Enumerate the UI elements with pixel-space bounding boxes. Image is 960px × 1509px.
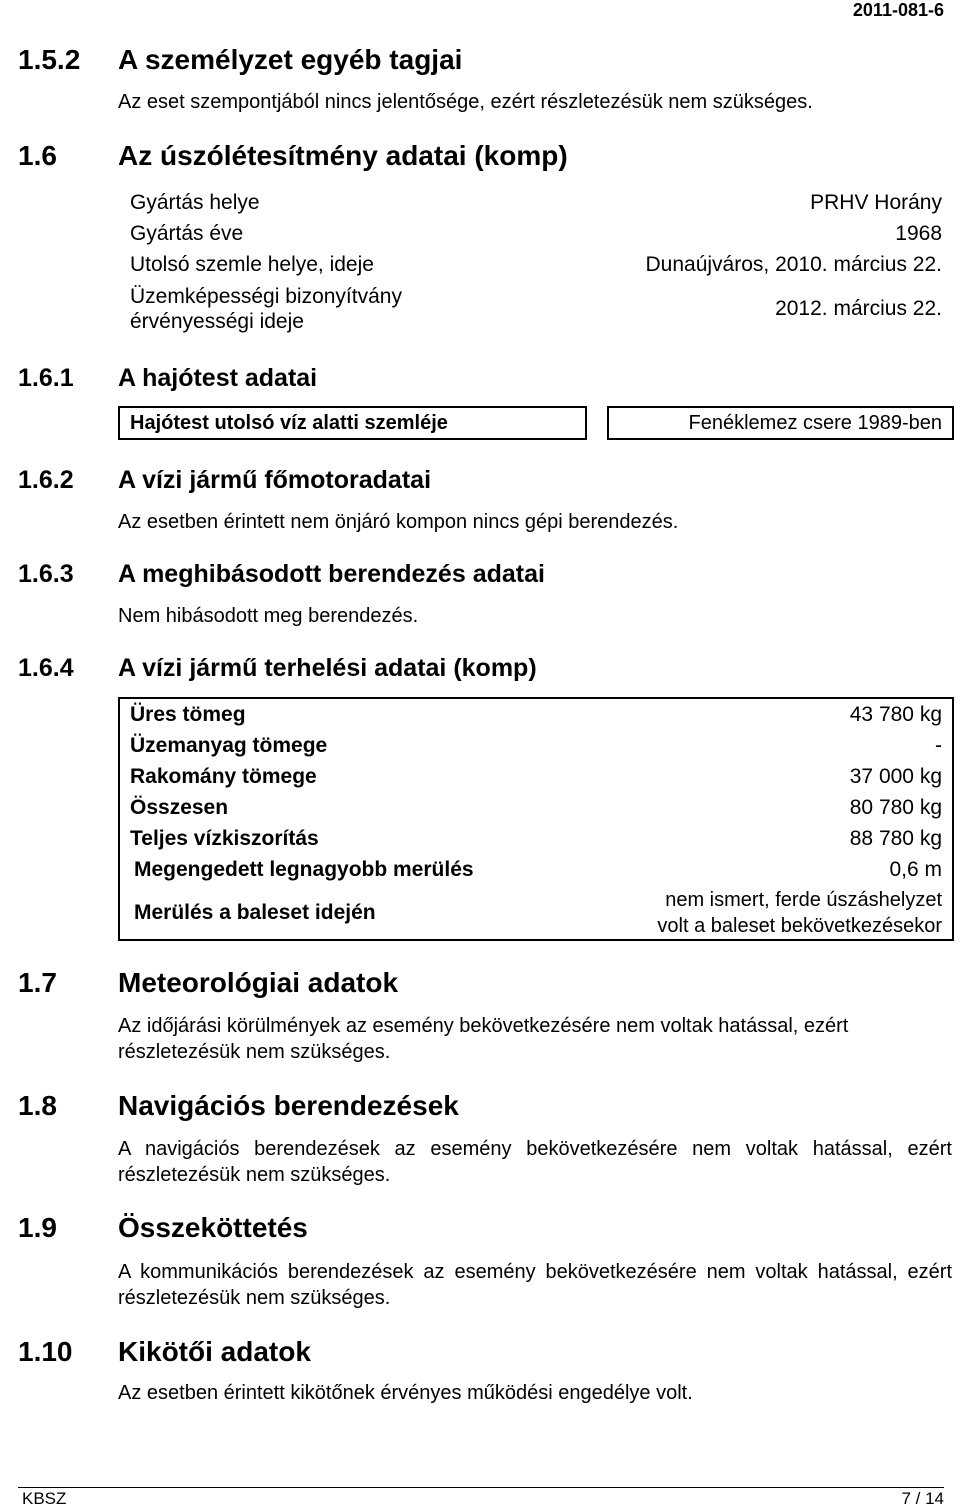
row-value: 37 000 kg [849,764,942,788]
section-title: A meghibásodott berendezés adatai [118,560,545,588]
table-row [119,823,953,854]
row-label: Gyártás helye [130,190,260,214]
row-value: 43 780 kg [849,702,942,726]
section-number: 1.6.4 [18,654,74,682]
section-number: 1.8 [18,1090,57,1121]
section-number: 1.9 [18,1212,57,1243]
row-value-line: nem ismert, ferde úszáshelyzet [665,888,942,911]
footer-divider [18,1487,944,1488]
section-1-8-heading [18,1090,918,1124]
row-value: PRHV Horány [810,190,942,214]
table-row [120,249,952,280]
footer-org: KBSZ [22,1489,67,1508]
table-row [120,280,952,338]
row-label: Összesen [130,795,229,819]
section-title: A vízi jármű főmotoradatai [118,466,432,494]
page-number: 7 / 14 [901,1489,944,1508]
section-1-8-text: A navigációs berendezések az esemény bekövetkezésére nem voltak hatással, ezért részletezésük nem szükséges. [118,1138,952,1186]
load-data-table [118,697,954,941]
section-title: Navigációs berendezések [118,1090,459,1121]
row-label: Üres tömeg [130,702,246,726]
section-number: 1.6.1 [18,364,74,392]
table-row [120,187,952,218]
row-value: 88 780 kg [849,826,942,850]
section-1-10-text: Az esetben érintett kikötőnek érvényes működési engedélye volt. [118,1382,693,1404]
row-value: 1968 [895,221,942,245]
section-1-9-heading [18,1212,918,1246]
table-row [119,886,953,940]
section-number: 1.5.2 [18,44,81,75]
row-value [585,886,953,940]
table-row [120,218,952,249]
table-row [119,698,953,730]
section-title: Meteorológiai adatok [118,967,399,998]
section-1-7-text: Az időjárási körülmények az esemény bekövetkezésére nem voltak hatással, ezért részletezésük nem szükséges. [118,1015,849,1063]
section-title: A vízi jármű terhelési adatai (komp) [118,654,537,682]
row-value-line: volt a baleset bekövetkezésekor [657,914,942,937]
section-1-5-2-heading [18,44,918,78]
section-1-6-1-heading [18,364,918,394]
row-label: Merülés a baleset idején [134,900,376,924]
section-title: A személyzet egyéb tagjai [118,44,463,75]
section-1-7-heading [18,967,918,1001]
table-row [119,761,953,792]
row-label-line: érvényességi ideje [130,310,304,333]
section-1-6-heading [18,140,918,174]
section-1-6-4-heading [18,654,918,684]
row-value: 2012. március 22. [775,297,942,320]
section-1-6-2-text: Az esetben érintett nem önjáró kompon nincs gépi berendezés. [118,511,679,533]
row-label: Üzemanyag tömege [130,733,328,757]
row-value: Fenéklemez csere 1989-ben [608,407,953,439]
hull-data-table [118,406,954,440]
section-number: 1.7 [18,967,57,998]
section-1-6-3-text: Nem hibásodott meg berendezés. [118,605,419,627]
row-value: 80 780 kg [849,795,942,819]
table-row [119,792,953,823]
row-label: Rakomány tömege [130,764,317,788]
section-title: Az úszólétesítmény adatai (komp) [118,140,568,171]
document-id: 2011-081-6 [852,0,944,20]
row-label [120,280,580,338]
table-row [119,730,953,761]
row-value: 0,6 m [889,858,942,881]
row-label-line: Üzemképességi bizonyítvány [130,285,402,308]
row-label: Teljes vízkiszorítás [130,826,319,850]
section-1-6-2-heading [18,466,918,496]
section-number: 1.10 [18,1336,73,1367]
section-title: Kikötői adatok [118,1336,311,1367]
row-value: - [935,733,942,757]
section-number: 1.6.3 [18,560,74,588]
table-row [119,854,953,886]
section-1-6-3-heading [18,560,918,590]
row-label: Hajótest utolsó víz alatti szemléje [119,407,586,439]
section-1-10-heading [18,1336,918,1370]
section-1-9-text: A kommunikációs berendezések az esemény bekövetkezésére nem voltak hatással, ezért részletezésük nem szükséges. [118,1261,952,1309]
vessel-data-table [120,187,952,338]
section-number: 1.6.2 [18,466,74,494]
table-row [119,407,953,439]
section-1-5-2-text: Az eset szempontjából nincs jelentősége, ezért részletezésük nem szükséges. [118,91,813,113]
section-title: Összeköttetés [118,1212,308,1243]
row-label: Gyártás éve [130,221,244,245]
row-label: Utolsó szemle helye, ideje [130,252,374,276]
section-title: A hajótest adatai [118,364,318,392]
row-value: Dunaújváros, 2010. március 22. [645,252,942,276]
section-number: 1.6 [18,140,57,171]
row-label: Megengedett legnagyobb merülés [134,858,474,881]
